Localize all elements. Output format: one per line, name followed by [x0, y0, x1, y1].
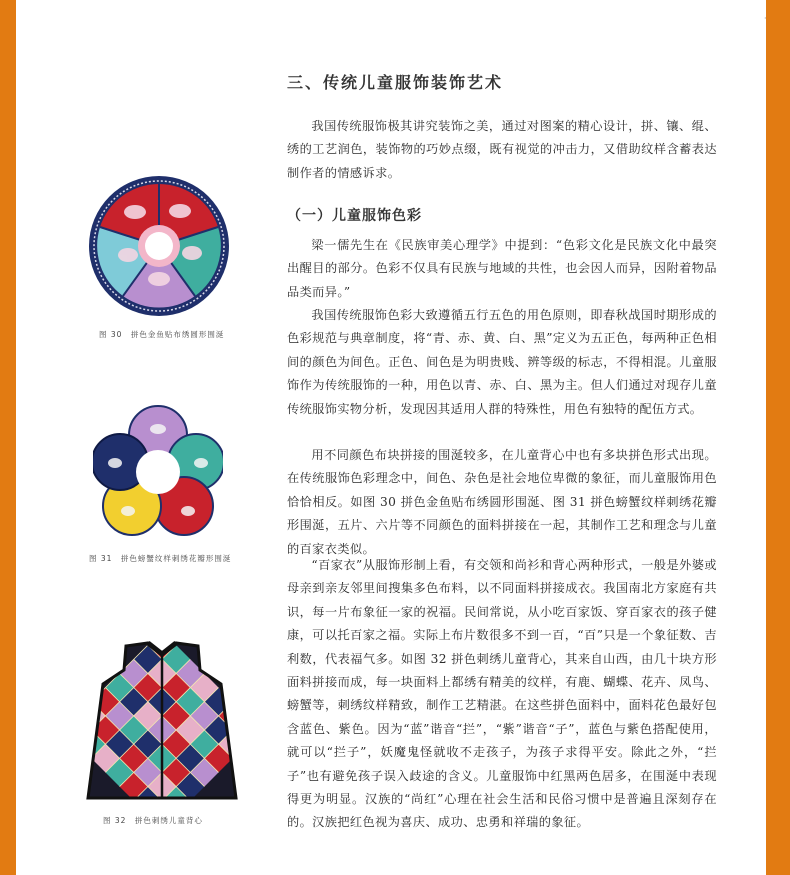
- figure-30-caption: 图 30 拼色金鱼贴布绣圆形围涎: [99, 330, 225, 339]
- figure-31-petal-bib-image: [93, 405, 223, 539]
- figure-32-patchwork-vest-image: [86, 640, 238, 802]
- body-paragraph: 用不同颜色布块拼接的围涎较多，在儿童背心中也有多块拼色形式出现。在传统服饰色彩理念中，间色、杂色是社会地位卑微的象征，而儿童服饰用色恰恰相反。如图 30 拼色金鱼贴布绣圆形围涎、图 31 拼色螃蟹纹样刺绣花瓣形围涎，五片、六片等不同颜色的面料拼接在一起，其制作工艺和理念与儿童的百家衣类似。: [287, 448, 717, 556]
- corner-mark: ·: [764, 14, 767, 23]
- left-accent-bar: [0, 0, 16, 875]
- section-heading: 三、传统儿童服饰装饰艺术: [287, 73, 504, 92]
- body-paragraph: 梁一儒先生在《民族审美心理学》中提到：“色彩文化是民族文化中最突出醒目的部分。色彩不仅具有民族与地域的共性，也会因人而异，因附着物品品类而异。”: [287, 238, 717, 299]
- figure-32-caption: 图 32 拼色刺绣儿童背心: [103, 816, 203, 825]
- subsection-heading: （一）儿童服饰色彩: [287, 208, 422, 224]
- right-accent-bar: [766, 0, 790, 875]
- body-paragraph: 我国传统服饰色彩大致遵循五行五色的用色原则，即春秋战国时期形成的色彩规范与典章制度，将“青、赤、黄、白、黑”定义为五正色，每两种正色相间的颜色为间色。正色、间色是为明贵贱、辨等级的标志，不得相混。儿童服饰作为传统服饰的一种，用色以青、赤、白、黑为主。但人们通过对现存儿童传统服饰实物分析，发现因其适用人群的特殊性，用色有独特的配伍方式。: [287, 308, 717, 416]
- intro-paragraph: 我国传统服饰极其讲究装饰之美，通过对图案的精心设计，拼、镶、绲、绣的工艺润色，装饰物的巧妙点缀，既有视觉的冲击力，又借助纹样含蓄表达制作者的情感诉求。: [287, 119, 717, 180]
- figure-31-caption: 图 31 拼色螃蟹纹样刺绣花瓣形围涎: [89, 554, 232, 563]
- figure-30-round-bib-image: [88, 175, 230, 317]
- body-paragraph: “百家衣”从服饰形制上看，有交领和尚衫和背心两种形式，一般是外婆或母亲到亲友邻里间搜集多色布料，以不同面料拼接成衣。我国南北方家庭有共识，每一片布象征一家的祝福。民间常说，从小吃百家饭、穿百家衣的孩子健康，可以托百家之福。实际上布片数很多不到一百，“百”只是一个象征数、吉利数，代表福气多。如图 32 拼色刺绣儿童背心，其来自山西，由几十块方形面料拼接而成，每一块面料上都绣有精美的纹样，有鹿、蝴蝶、花卉、凤鸟、螃蟹等，刺绣纹样精致，制作工艺精湛。在这些拼色面料中，面料花色最好包含蓝色、紫色。因为“蓝”谐音“拦”，“紫”谐音“子”，蓝色与紫色搭配使用，就可以“拦子”，妖魔鬼怪就收不走孩子，为孩子求得平安。除此之外，“拦子”也有避免孩子误入歧途的含义。儿童服饰中红黑两色居多，在围涎中表现得更为明显。汉族的“尚红”心理在社会生活和民俗习惯中是普遍且深刻存在的。汉族把红色视为喜庆、成功、忠勇和祥瑞的象征。: [287, 558, 717, 830]
